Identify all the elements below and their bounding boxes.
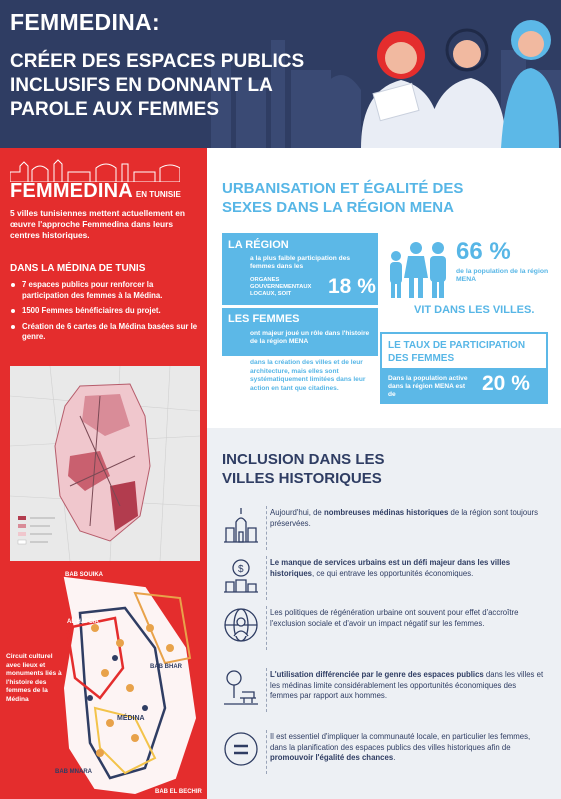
city-living-text: VIT DANS LES VILLES. bbox=[414, 304, 535, 316]
inclusion-text bbox=[270, 558, 544, 579]
region-text2: ORGANES GOUVERNEMENTAUX LOCAUX, SOIT bbox=[250, 277, 312, 297]
brand-suffix: EN TUNISIE bbox=[135, 190, 181, 199]
urban-services-icon bbox=[222, 556, 260, 594]
text-bold: L'utilisation différenciée par le genre des espaces publics bbox=[270, 670, 484, 679]
region-title: LA RÉGION bbox=[228, 239, 289, 251]
text-part: Aujourd'hui, de bbox=[270, 508, 324, 517]
text-part: , ce qui entrave les opportunités économiques. bbox=[312, 568, 474, 578]
list-item: 7 espaces publics pour renforcer la participation des femmes à la Médina. bbox=[10, 280, 200, 301]
text-part: . bbox=[393, 753, 396, 762]
women-title: LES FEMMES bbox=[228, 313, 300, 325]
inclusion-title-line1: INCLUSION DANS LES bbox=[222, 451, 385, 468]
urbanisation-title bbox=[222, 179, 522, 217]
divider bbox=[266, 506, 268, 550]
urbanisation-title-line2: SEXES DANS LA RÉGION MENA bbox=[222, 199, 454, 216]
page-title: FEMMEDINA: bbox=[10, 9, 160, 35]
inclusion-item bbox=[222, 668, 547, 716]
region-stat-box bbox=[222, 233, 378, 305]
divider bbox=[266, 606, 268, 650]
tunis-section-title: DANS LA MÉDINA DE TUNIS bbox=[10, 263, 146, 274]
inclusion-item bbox=[222, 730, 547, 778]
globe-person-icon bbox=[222, 606, 260, 644]
public-space-icon bbox=[222, 668, 260, 706]
region-percentage: 18 % bbox=[328, 275, 376, 298]
text-part: Il est essentiel d'impliquer la communauté locale, en particulier les femmes, dans la planification des espaces publics des villes historiques afin de bbox=[270, 732, 531, 752]
map-label-al-hafsia: AL HAFSIA bbox=[67, 619, 99, 625]
inclusion-item bbox=[222, 556, 547, 604]
brand-heading bbox=[10, 180, 181, 203]
header-banner bbox=[0, 0, 561, 148]
region-text: a la plus faible participation des femmes dans les bbox=[250, 255, 351, 270]
participation-percentage: 20 % bbox=[482, 372, 530, 395]
inclusion-text bbox=[270, 670, 544, 702]
inclusion-text bbox=[270, 732, 544, 764]
divider bbox=[266, 730, 268, 774]
women-continuation: dans la création des villes et de leur architecture, mais elles sont systématiquement limitées dans leur action en tant que citadines. bbox=[250, 359, 366, 392]
divider bbox=[266, 556, 268, 600]
urbanisation-title-line1: URBANISATION ET ÉGALITÉ DES bbox=[222, 180, 464, 197]
text-part: dans les villes et les médinas limite considérablement les opportunités économiques des femmes par rapport aux hommes. bbox=[270, 670, 544, 700]
participation-text: Dans la population active dans la région MENA est de bbox=[388, 375, 468, 398]
map-label-bab-mnara: BAB MNARA bbox=[55, 769, 92, 775]
inclusion-text bbox=[270, 608, 544, 629]
medina-gender-map bbox=[10, 366, 200, 561]
women-text: ont majeur joué un rôle dans l'histoire de la région MENA bbox=[250, 330, 370, 345]
map-label-medina: MÉDINA bbox=[117, 715, 145, 722]
list-item: 1500 Femmes bénéficiaires du projet. bbox=[10, 306, 200, 317]
participation-rate-box bbox=[380, 332, 548, 404]
tunisia-intro: 5 villes tunisiennes mettent actuellement en œuvre l'approche Femmedina dans leurs centres historiques. bbox=[10, 208, 185, 240]
inclusion-item bbox=[222, 606, 547, 654]
svg-text:$: $ bbox=[238, 564, 244, 575]
participation-title: LE TAUX DE PARTICIPATION DES FEMMES bbox=[388, 340, 526, 364]
text-bold: promouvoir l'égalité des chances bbox=[270, 753, 394, 762]
inclusion-title bbox=[222, 450, 522, 488]
page-subtitle: CRÉER DES ESPACES PUBLICS INCLUSIFS EN DONNANT LA PAROLE AUX FEMMES bbox=[10, 51, 305, 120]
population-icon bbox=[384, 240, 454, 300]
city-population-text: de la population de la région MENA bbox=[456, 268, 549, 283]
divider bbox=[266, 668, 268, 712]
brand-name: FEMMEDINA bbox=[10, 180, 133, 202]
inclusion-title-line2: VILLES HISTORIQUES bbox=[222, 470, 382, 487]
tunisia-column bbox=[0, 148, 207, 799]
inclusion-text bbox=[270, 508, 544, 529]
circuit-caption: Circuit culturel avec lieux et monuments liés à l'histoire des femmes de la Médina bbox=[6, 653, 62, 703]
medina-skyline-icon bbox=[10, 158, 180, 182]
city-population-percentage: 66 % bbox=[456, 238, 511, 265]
map-label-bab-el-bechir: BAB EL BECHIR bbox=[155, 789, 202, 795]
equality-icon bbox=[222, 730, 260, 768]
medina-building-icon bbox=[222, 506, 260, 544]
map-label-bab-souika: BAB SOUIKA bbox=[65, 572, 104, 578]
text-part: Les politiques de régénération urbaine ont souvent pour effet d'accroître l'exclusion sociale et d'avoir un impact négatif sur les femmes. bbox=[270, 608, 519, 628]
tunis-facts-list bbox=[10, 280, 200, 348]
women-stat-box bbox=[222, 308, 378, 356]
list-item: Création de 6 cartes de la Médina basées sur le genre. bbox=[10, 322, 200, 343]
text-bold: nombreuses médinas historiques bbox=[323, 508, 449, 517]
text-part: de la région sont toujours préservées. bbox=[270, 508, 539, 528]
text-bold: Le manque de services urbains est un défi majeur dans les villes historiques bbox=[270, 558, 511, 578]
inclusion-item bbox=[222, 506, 547, 554]
map-label-bab-bhar: BAB BHAR bbox=[150, 664, 182, 670]
